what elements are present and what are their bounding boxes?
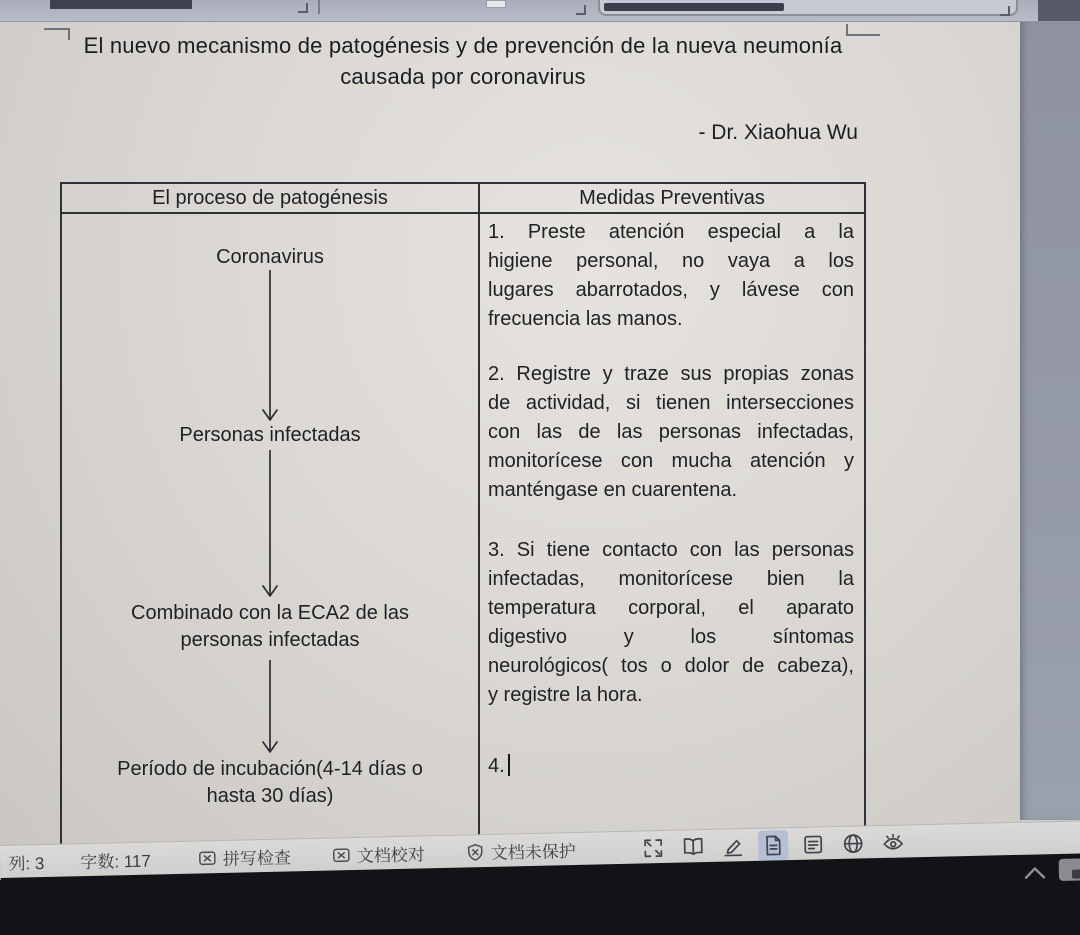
down-arrow-icon	[259, 660, 281, 754]
ruler-bracket-icon	[298, 3, 308, 13]
spell-check-toggle[interactable]	[199, 843, 292, 870]
collapse-chevron-icon[interactable]	[1023, 864, 1047, 886]
shield-unprotected-icon	[467, 843, 485, 861]
app-background	[1020, 22, 1080, 820]
document-title-line1[interactable]: El nuevo mecanismo de patogénesis y de prevención de la nueva neumonía	[60, 33, 866, 59]
spell-check-off-icon	[199, 850, 217, 866]
proofread-toggle[interactable]	[332, 840, 425, 867]
measure-paragraph-1[interactable]	[488, 218, 854, 334]
outline-view-icon[interactable]	[798, 829, 829, 860]
measure-line: y registre la hora.	[488, 681, 854, 710]
flow-step-line: Período de incubación(4-14 días o	[62, 756, 478, 783]
protection-label: 文档未保护	[490, 837, 576, 864]
measure-line: digestivo y los síntomas	[488, 623, 854, 652]
measure-line: 1. Preste atención especial a la	[488, 218, 854, 247]
protection-status[interactable]	[466, 837, 576, 864]
down-arrow-icon	[259, 450, 281, 598]
taskbar-window-icon[interactable]	[1059, 858, 1080, 881]
flow-step-coronavirus[interactable]: Coronavirus	[62, 244, 478, 271]
measure-paragraph-4[interactable]	[488, 752, 854, 781]
spell-check-label: 拼写检查	[223, 843, 292, 870]
read-mode-icon[interactable]	[678, 832, 709, 863]
toolbar-search-field[interactable]	[598, 0, 1018, 16]
fullscreen-icon[interactable]	[638, 833, 669, 864]
status-column-text: 列: 3	[8, 849, 44, 875]
measure-paragraph-3[interactable]	[488, 536, 854, 710]
search-selection-fragment	[604, 3, 784, 11]
top-toolbar-strip	[0, 0, 1080, 22]
toolbar-tab-fragment	[50, 0, 192, 9]
pathogenesis-table	[60, 182, 866, 845]
pathogenesis-flow-cell[interactable]	[62, 214, 480, 843]
flow-step-line: personas infectadas	[62, 627, 478, 654]
proofread-label: 文档校对	[356, 840, 425, 867]
measure-line: temperatura corporal, el aparato	[488, 594, 854, 623]
measure-line: higiene personal, no vaya a los	[488, 247, 854, 276]
measure-line: monitorícese con mucha atención y	[488, 447, 854, 476]
proofread-off-icon	[333, 847, 351, 863]
measure-line: 3. Si tiene contacto con las personas	[488, 536, 854, 565]
measure-line: frecuencia las manos.	[488, 305, 854, 334]
ruler-tick	[318, 0, 320, 14]
print-layout-icon[interactable]	[758, 830, 789, 861]
measure-line: 4.	[488, 755, 505, 777]
preventive-measures-cell[interactable]	[480, 214, 864, 843]
flow-step-combinado[interactable]	[62, 600, 478, 654]
status-word-count-text: 字数: 117	[80, 847, 151, 874]
text-cursor	[508, 754, 510, 776]
eye-protection-icon[interactable]	[878, 827, 909, 858]
status-column-indicator	[8, 849, 44, 875]
down-arrow-icon	[259, 270, 281, 422]
flow-step-personas[interactable]: Personas infectadas	[62, 422, 478, 449]
margin-mark-top-left	[44, 28, 70, 30]
document-author[interactable]: - Dr. Xiaohua Wu	[60, 121, 858, 145]
measure-paragraph-2[interactable]	[488, 360, 854, 505]
measure-line: de actividad, si tienen intersecciones	[488, 389, 854, 418]
flow-step-line: hasta 30 días)	[62, 783, 478, 810]
table-header-row	[62, 184, 864, 214]
table-body-row	[62, 214, 864, 843]
screen-corner-shadow	[1038, 0, 1080, 21]
toolbar-fragment	[486, 0, 506, 8]
write-mode-icon[interactable]	[718, 831, 749, 862]
measure-line: con las de las personas infectadas,	[488, 418, 854, 447]
measure-line: 2. Registre y traze sus propias zonas	[488, 360, 854, 389]
measure-line: neurológicos( tos o dolor de cabeza),	[488, 652, 854, 681]
ruler-bracket-icon	[1000, 6, 1010, 16]
flow-step-incubacion[interactable]	[62, 756, 478, 810]
flow-step-line: Combinado con la ECA2 de las	[62, 600, 478, 627]
ruler-bracket-icon	[576, 5, 586, 15]
column-header-pathogenesis[interactable]: El proceso de patogénesis	[62, 184, 480, 212]
measure-line: infectadas, monitorícese bien la	[488, 565, 854, 594]
status-word-count	[80, 847, 151, 874]
measure-line: lugares abarrotados, y lávese con	[488, 276, 854, 305]
column-header-measures[interactable]: Medidas Preventivas	[480, 184, 864, 212]
measure-line: manténgase en cuarentena.	[488, 476, 854, 505]
web-layout-icon[interactable]	[838, 828, 869, 859]
document-title-line2[interactable]: causada por coronavirus	[60, 64, 866, 90]
